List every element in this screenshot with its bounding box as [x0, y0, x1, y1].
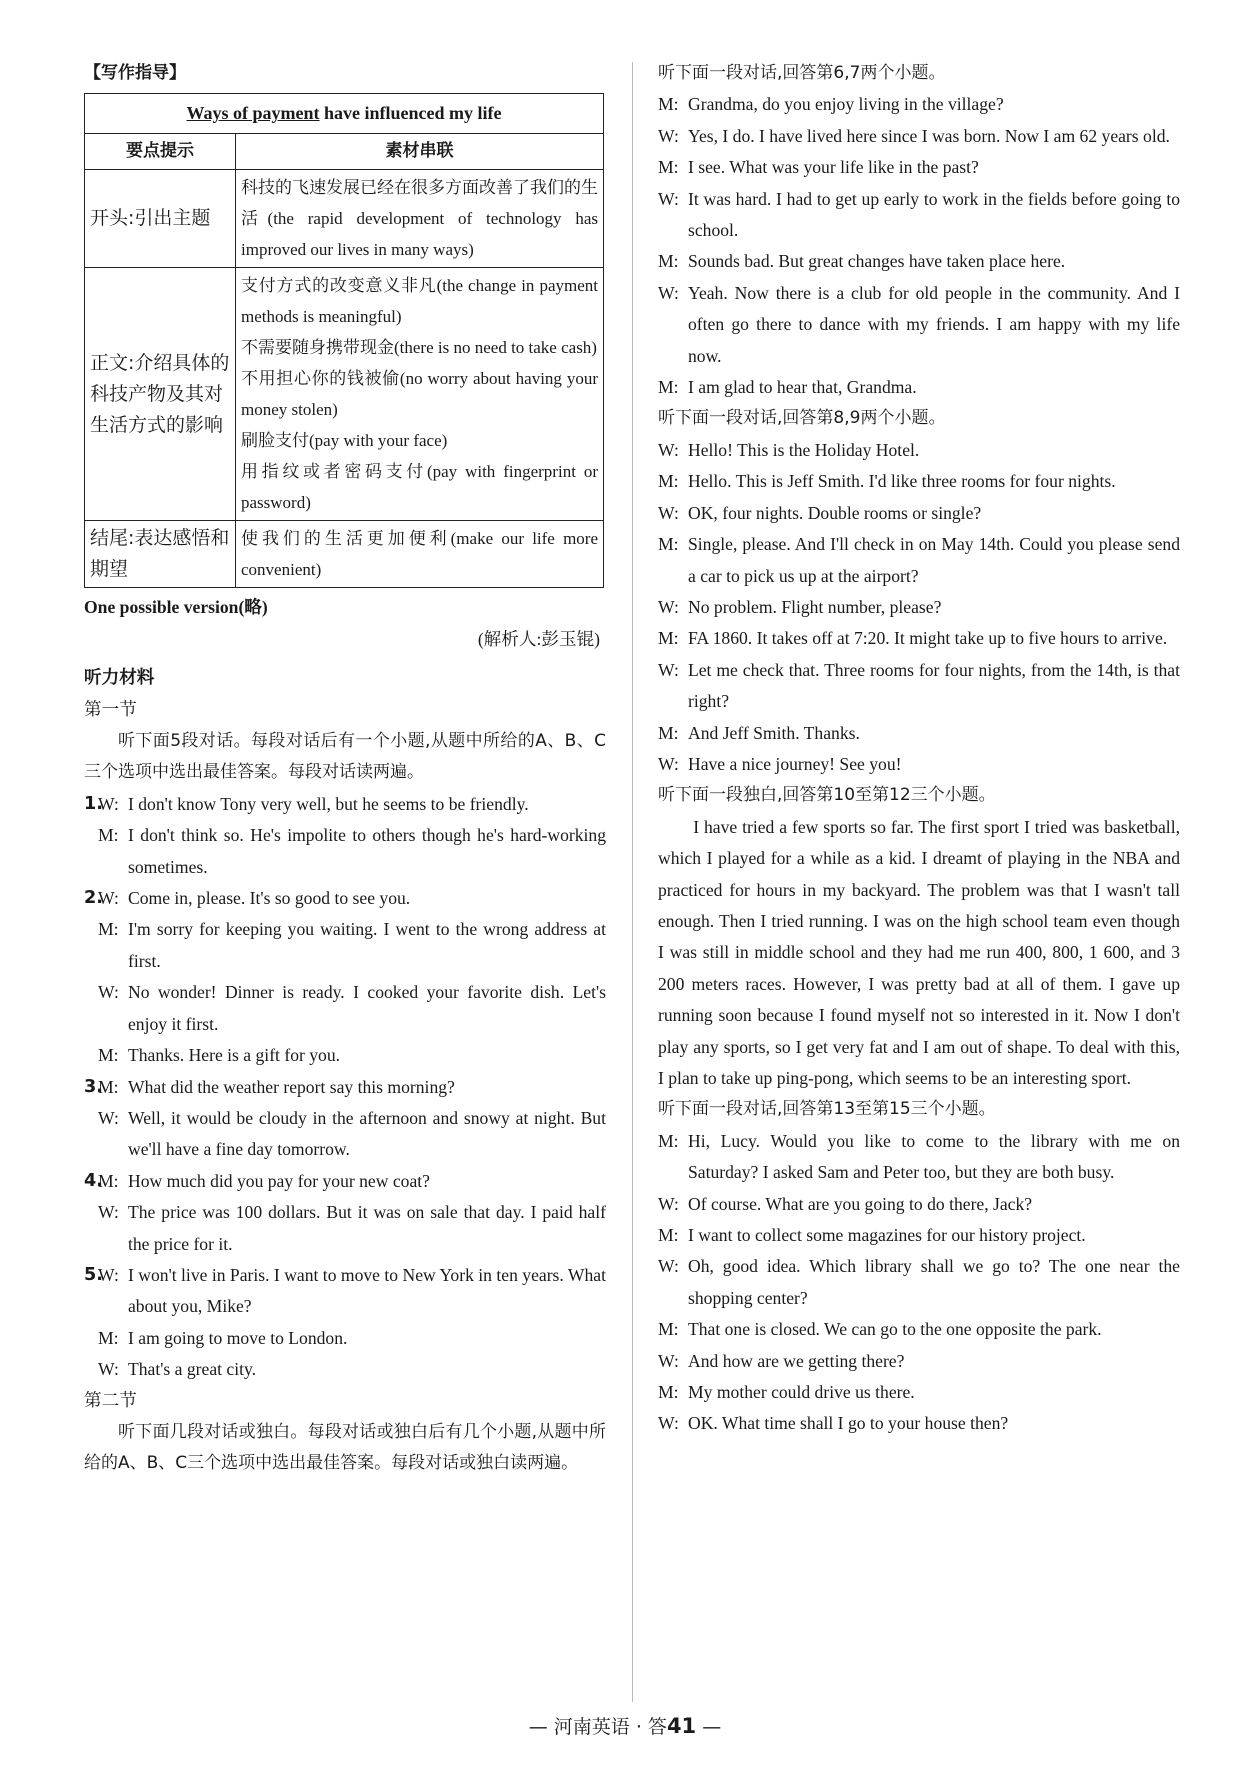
- speaker-text: I am glad to hear that, Grandma.: [688, 377, 917, 398]
- speaker-label: W:: [658, 1193, 679, 1214]
- speaker-label: M:: [98, 1327, 119, 1348]
- speaker-text: Grandma, do you enjoy living in the village?: [688, 94, 1004, 115]
- speaker-text: I'm sorry for keeping you waiting. I went to the wrong address at first.: [128, 919, 606, 971]
- dialogue-intro: 听下面一段对话,回答第8,9两个小题。: [658, 408, 946, 429]
- speaker-text: Well, it would be cloudy in the afternoon and snowy at night. But we'll have a fine day tomorrow.: [128, 1107, 606, 1160]
- column-divider: [632, 62, 633, 1702]
- item-number: [84, 977, 98, 1040]
- speaker-text: Have a nice journey! See you!: [688, 753, 902, 774]
- speaker-text: No wonder! Dinner is ready. I cooked your favorite dish. Let's enjoy it first.: [128, 982, 606, 1034]
- speaker-label: M:: [658, 628, 679, 649]
- speaker-text: Yeah. Now there is a club for old people in the community. And I often go there to dance with my friends. I am happy with my life now.: [688, 282, 1180, 366]
- dialogue-line: [98, 1072, 606, 1103]
- dialogue-line: [98, 914, 606, 977]
- dialogue-line: [658, 749, 1180, 780]
- table-row: 结尾:表达感悟和期望 使我们的生活更加便利(make our life more convenient): [85, 521, 604, 588]
- dialogue-line: [658, 1220, 1180, 1251]
- item-number: 4.: [84, 1170, 103, 1191]
- dialogue-line: [658, 623, 1180, 654]
- analyst-credit: (解析人:彭玉锟): [477, 628, 600, 649]
- left-column: [84, 58, 606, 1480]
- dialogue-line: [98, 789, 606, 820]
- dialogue-line: [98, 1040, 606, 1071]
- dialogue-line: [98, 1103, 606, 1166]
- dialogue-line: [658, 1189, 1180, 1220]
- speaker-text: Hi, Lucy. Would you like to come to the library with me on Saturday? I asked Sam and Peter too, but they are both busy.: [688, 1130, 1180, 1183]
- dialogue-6-7: [658, 89, 1180, 403]
- dialogue-line: [98, 1323, 606, 1354]
- speaker-text: Oh, good idea. Which library shall we go to? The one near the shopping center?: [688, 1256, 1180, 1308]
- dialogue-line: [98, 1354, 606, 1385]
- speaker-text: I don't know Tony very well, but he seems to be friendly.: [128, 793, 529, 814]
- item-number: 5.: [84, 1264, 103, 1285]
- list-item: [84, 820, 606, 883]
- speaker-text: Single, please. And I'll check in on May 14th. Could you please send a car to pick us up at the airport?: [688, 534, 1180, 586]
- dialogue-line: [658, 1251, 1180, 1314]
- list-item: [84, 1072, 606, 1103]
- speaker-label: W:: [658, 1413, 679, 1434]
- speaker-label: W:: [658, 1350, 679, 1371]
- dialogue-line: [658, 655, 1180, 718]
- speaker-label: W:: [658, 753, 679, 774]
- speaker-label: W:: [658, 1256, 679, 1277]
- dialogue-line: [658, 466, 1180, 497]
- speaker-text: FA 1860. It takes off at 7:20. It might take up to five hours to arrive.: [688, 628, 1168, 649]
- dialogue-line: [658, 498, 1180, 529]
- speaker-text: OK. What time shall I go to your house then?: [688, 1413, 1009, 1434]
- speaker-label: W:: [98, 1202, 119, 1223]
- page-number: 41: [666, 1714, 697, 1738]
- speaker-label: W:: [658, 188, 679, 209]
- speaker-text: I am going to move to London.: [128, 1327, 348, 1348]
- dialogue-13-15: [658, 1126, 1180, 1440]
- dialogue-line: [658, 278, 1180, 372]
- section-1-intro: 听下面5段对话。每段对话后有一个小题,从题中所给的A、B、C三个选项中选出最佳答案。每段对话读两遍。: [84, 731, 606, 783]
- dialogue-line: [658, 372, 1180, 403]
- list-item: [84, 1166, 606, 1197]
- item-number: [84, 914, 98, 977]
- dialogue-line: [98, 883, 606, 914]
- speaker-label: W:: [658, 502, 679, 523]
- list-item: [84, 1103, 606, 1166]
- dialogue-intro: 听下面一段对话,回答第13至第15三个小题。: [658, 1099, 996, 1120]
- speaker-label: W:: [658, 659, 679, 680]
- monologue-text: I have tried a few sports so far. The first sport I tried was basketball, which I played for a while as a kid. I dreamt of playing in the NBA and practiced for hours in my backyard. The problem was that I wasn't tall enough. Then I tried running. I was on the high school team even though I was still in middle school and they had me run 400, 800, 1 600, and 3 200 meters races. However, I was pretty bad at all of them. I gave up running soon because I found myself not so interested in it. Now I don't play any sports, so I get very fat and I am out of shape. To deal with this, I plan to take up ping-pong, which seems to be an interesting sport.: [658, 816, 1180, 1088]
- section-2-label: 第二节: [84, 1390, 137, 1411]
- table-row: 开头:引出主题 科技的飞速发展已经在很多方面改善了我们的生活(the rapid development of technology has improved our lives in many ways): [85, 170, 604, 268]
- speaker-label: M:: [658, 722, 679, 743]
- dialogue-line: [658, 1126, 1180, 1189]
- speaker-label: M:: [658, 1225, 679, 1246]
- list-item: [84, 1197, 606, 1260]
- dialogue-line: [658, 592, 1180, 623]
- speaker-label: M:: [658, 1130, 679, 1151]
- speaker-text: Yes, I do. I have lived here since I was born. Now I am 62 years old.: [688, 125, 1170, 146]
- item-number: 2.: [84, 888, 103, 909]
- dialogue-line: [658, 1377, 1180, 1408]
- dialogue-items: [84, 789, 606, 1386]
- item-number: [84, 1103, 98, 1166]
- writing-guide-tag: 【写作指导】: [84, 63, 186, 83]
- speaker-label: M:: [98, 1045, 119, 1066]
- monologue-intro: 听下面一段独白,回答第10至第12三个小题。: [658, 785, 996, 806]
- dialogue-line: [658, 152, 1180, 183]
- dialogue-line: [98, 977, 606, 1040]
- speaker-label: W:: [98, 1359, 119, 1380]
- speaker-text: And how are we getting there?: [688, 1350, 905, 1371]
- speaker-label: W:: [98, 1264, 119, 1285]
- speaker-text: What did the weather report say this morning?: [128, 1076, 455, 1097]
- section-1-label: 第一节: [84, 699, 137, 720]
- speaker-label: W:: [98, 888, 119, 909]
- speaker-text: That one is closed. We can go to the one opposite the park.: [688, 1319, 1102, 1340]
- item-number: [84, 820, 98, 883]
- dialogue-8-9: [658, 435, 1180, 780]
- speaker-label: W:: [98, 793, 119, 814]
- page-footer: — 河南英语 · 答41 —: [528, 1714, 722, 1738]
- speaker-text: Thanks. Here is a gift for you.: [128, 1045, 341, 1066]
- speaker-text: Come in, please. It's so good to see you.: [128, 888, 411, 909]
- speaker-text: And Jeff Smith. Thanks.: [688, 722, 860, 743]
- speaker-label: M:: [658, 1382, 679, 1403]
- item-number: [84, 1197, 98, 1260]
- item-number: [84, 1323, 98, 1354]
- speaker-label: M:: [98, 825, 119, 846]
- item-number: 3.: [84, 1076, 103, 1097]
- dialogue-line: [658, 1408, 1180, 1439]
- speaker-label: M:: [98, 1076, 119, 1097]
- dialogue-line: [658, 246, 1180, 277]
- dialogue-line: [658, 1346, 1180, 1377]
- list-item: [84, 914, 606, 977]
- section-2-intro: 听下面几段对话或独白。每段对话或独白后有几个小题,从题中所给的A、B、C三个选项中选出最佳答案。每段对话或独白读两遍。: [84, 1421, 606, 1474]
- header-material: 素材串联: [236, 134, 604, 170]
- item-number: [84, 1040, 98, 1071]
- speaker-label: M:: [658, 377, 679, 398]
- speaker-text: Hello. This is Jeff Smith. I'd like three rooms for four nights.: [688, 471, 1116, 492]
- speaker-text: No problem. Flight number, please?: [688, 596, 942, 617]
- list-item: [84, 1354, 606, 1385]
- possible-version: One possible version(略): [84, 597, 268, 618]
- speaker-label: M:: [98, 919, 119, 940]
- dialogue-line: [658, 718, 1180, 749]
- speaker-label: M:: [98, 1170, 119, 1191]
- speaker-label: W:: [98, 1107, 119, 1128]
- speaker-label: M:: [658, 251, 679, 272]
- speaker-label: M:: [658, 534, 679, 555]
- speaker-label: M:: [658, 157, 679, 178]
- list-item: [84, 789, 606, 820]
- table-caption: Ways of payment have influenced my life: [85, 94, 604, 134]
- speaker-text: Let me check that. Three rooms for four nights, from the 14th, is that right?: [688, 659, 1180, 712]
- dialogue-line: [658, 1314, 1180, 1345]
- dialogue-intro: 听下面一段对话,回答第6,7两个小题。: [658, 63, 946, 83]
- dialogue-line: [658, 184, 1180, 247]
- right-column: [658, 58, 1180, 1440]
- header-points: 要点提示: [85, 134, 236, 170]
- dialogue-line: [98, 1166, 606, 1197]
- item-number: 1.: [84, 793, 103, 814]
- speaker-label: W:: [658, 282, 679, 303]
- speaker-text: Hello! This is the Holiday Hotel.: [688, 439, 920, 460]
- list-item: [84, 977, 606, 1040]
- dialogue-line: [98, 1260, 606, 1323]
- speaker-text: I won't live in Paris. I want to move to New York in ten years. What about you, Mike?: [128, 1264, 606, 1317]
- speaker-text: I don't think so. He's impolite to others though he's hard-working sometimes.: [128, 825, 606, 877]
- speaker-label: W:: [98, 982, 119, 1003]
- speaker-text: Sounds bad. But great changes have taken place here.: [688, 251, 1066, 272]
- dialogue-line: [98, 820, 606, 883]
- speaker-text: Of course. What are you going to do there, Jack?: [688, 1193, 1033, 1214]
- speaker-label: M:: [658, 471, 679, 492]
- list-item: [84, 1040, 606, 1071]
- speaker-label: M:: [658, 1319, 679, 1340]
- writing-guide-table: [84, 93, 604, 588]
- speaker-text: I want to collect some magazines for our history project.: [688, 1225, 1086, 1246]
- dialogue-line: [658, 89, 1180, 120]
- table-row: 正文:介绍具体的科技产物及其对生活方式的影响 支付方式的改变意义非凡(the change in payment methods is meaningful) 不需要随身携带现金(there is no need to take cash) 不用担心你的钱被偷(no worry about having your money stolen) 刷脸支付(pay with your face) 用指纹或者密码支付(pay with fingerprint or password): [85, 268, 604, 521]
- list-item: [84, 1260, 606, 1323]
- list-item: [84, 883, 606, 914]
- speaker-label: W:: [658, 439, 679, 460]
- speaker-label: W:: [658, 596, 679, 617]
- speaker-text: How much did you pay for your new coat?: [128, 1170, 430, 1191]
- speaker-text: My mother could drive us there.: [688, 1382, 915, 1403]
- list-item: [84, 1323, 606, 1354]
- speaker-text: The price was 100 dollars. But it was on sale that day. I paid half the price for it.: [128, 1202, 606, 1254]
- speaker-text: That's a great city.: [128, 1359, 257, 1380]
- speaker-text: OK, four nights. Double rooms or single?: [688, 502, 982, 523]
- speaker-text: I see. What was your life like in the past?: [688, 157, 979, 178]
- listening-heading: 听力材料: [84, 668, 155, 689]
- dialogue-line: [98, 1197, 606, 1260]
- item-number: [84, 1354, 98, 1385]
- dialogue-line: [658, 435, 1180, 466]
- speaker-text: It was hard. I had to get up early to work in the fields before going to school.: [688, 188, 1180, 241]
- dialogue-line: [658, 529, 1180, 592]
- speaker-label: W:: [658, 125, 679, 146]
- speaker-label: M:: [658, 94, 679, 115]
- dialogue-line: [658, 121, 1180, 152]
